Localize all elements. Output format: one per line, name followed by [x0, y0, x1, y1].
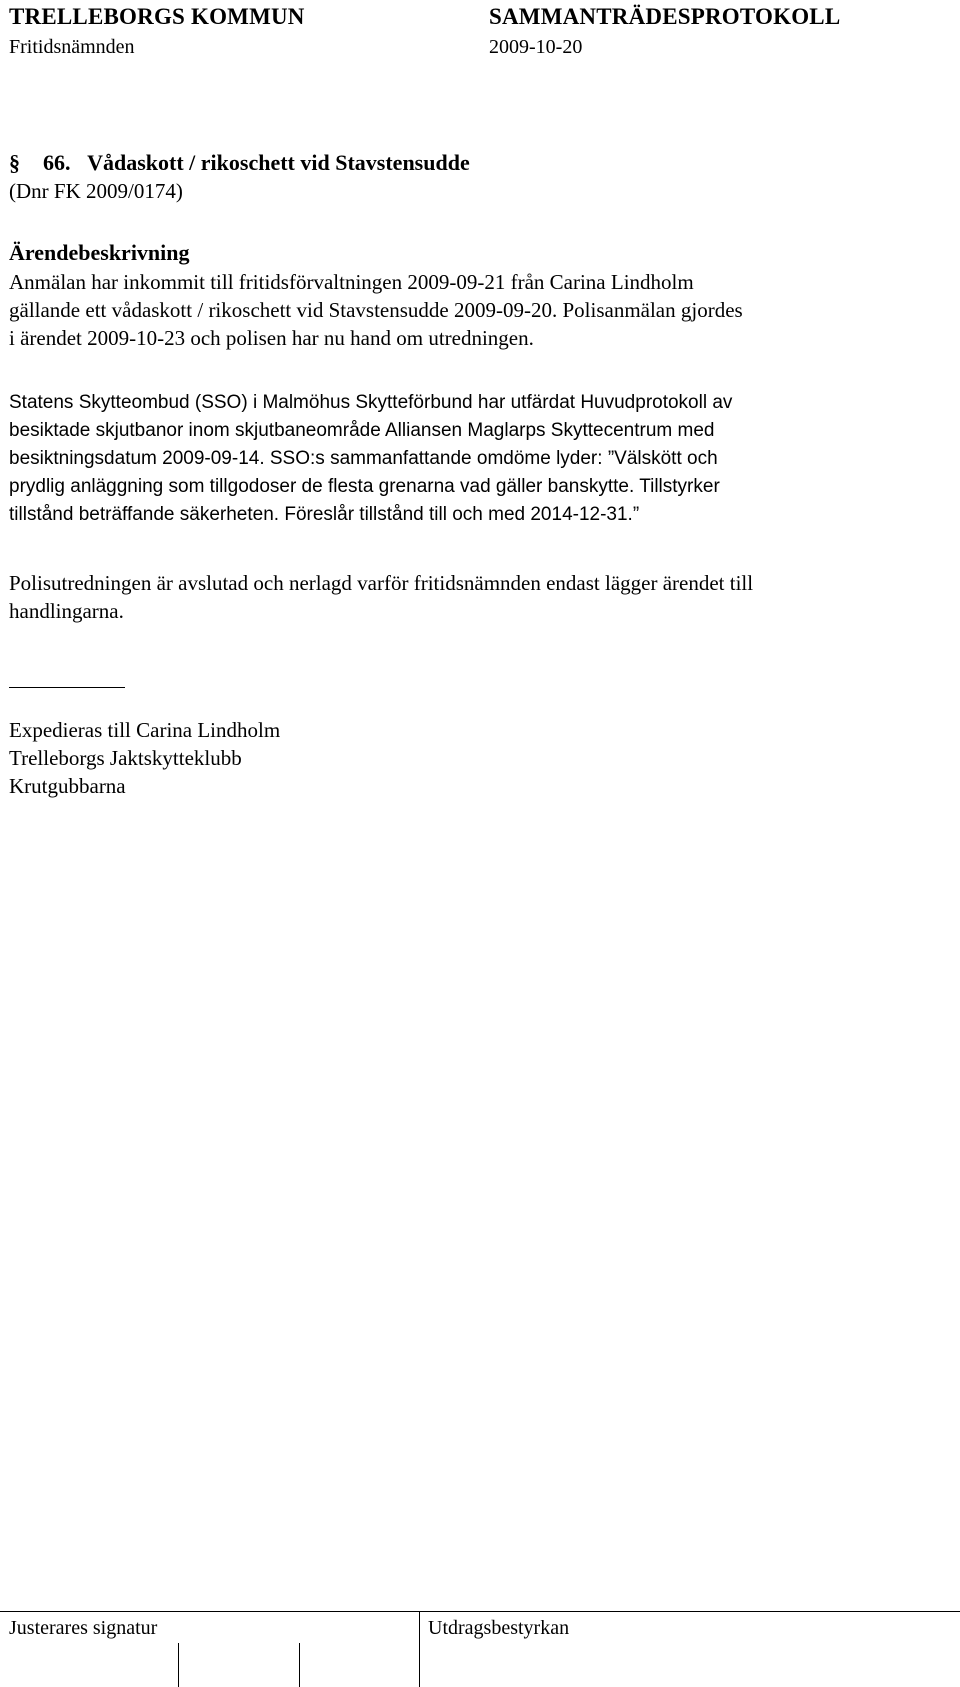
sso-line: besiktade skjutbanor inom skjutbaneområde Alliansen Maglarps Skyttecentrum med	[9, 420, 715, 441]
sso-line: Statens Skytteombud (SSO) i Malmöhus Skytteförbund har utfärdat Huvudprotokoll av	[9, 392, 733, 413]
organization-name: TRELLEBORGS KOMMUN	[9, 4, 305, 29]
distribution-list	[9, 716, 959, 800]
conclusion-line: handlingarna.	[9, 599, 124, 623]
description-line: i ärendet 2009-10-23 och polisen har nu hand om utredningen.	[9, 326, 534, 350]
separator-line	[9, 687, 125, 688]
description-paragraph	[9, 268, 959, 352]
footer-divider	[419, 1611, 420, 1687]
description-line: Anmälan har inkommit till fritidsförvaltningen 2009-09-21 från Carina Lindholm	[9, 270, 694, 294]
footer-rule	[0, 1611, 960, 1612]
sso-line: prydlig anläggning som tillgodoser de flesta grenarna vad gäller banskytte. Tillstyrker	[9, 476, 720, 497]
section-symbol: §	[9, 150, 20, 175]
meeting-date: 2009-10-20	[489, 36, 583, 58]
distribution-item: Expedieras till Carina Lindholm	[9, 718, 281, 742]
section-title: Vådaskott / rikoschett vid Stavstensudde	[87, 150, 470, 175]
section-number: 66.	[43, 150, 71, 175]
signature-box-divider	[299, 1643, 300, 1687]
certification-label: Utdragsbestyrkan	[428, 1617, 570, 1639]
distribution-item: Trelleborgs Jaktskytteklubb	[9, 746, 242, 770]
signature-box-divider	[178, 1643, 179, 1687]
committee-name: Fritidsnämnden	[9, 36, 135, 58]
description-line: gällande ett vådaskott / rikoschett vid Stavstensudde 2009-09-20. Polisanmälan gjordes	[9, 298, 743, 322]
sso-line: tillstånd beträffande säkerheten. Föreslår tillstånd till och med 2014-12-31.”	[9, 504, 640, 525]
conclusion-paragraph	[9, 569, 959, 625]
sso-line: besiktningsdatum 2009-09-14. SSO:s sammanfattande omdöme lyder: ”Välskött och	[9, 448, 718, 469]
case-reference: (Dnr FK 2009/0174)	[9, 179, 183, 203]
section-heading	[9, 150, 470, 176]
signature-label: Justerares signatur	[9, 1617, 158, 1639]
sso-paragraph	[9, 389, 959, 529]
document-type: SAMMANTRÄDESPROTOKOLL	[489, 4, 841, 29]
description-heading: Ärendebeskrivning	[9, 240, 190, 265]
conclusion-line: Polisutredningen är avslutad och nerlagd varför fritidsnämnden endast lägger ärendet till	[9, 571, 754, 595]
distribution-item: Krutgubbarna	[9, 774, 126, 798]
